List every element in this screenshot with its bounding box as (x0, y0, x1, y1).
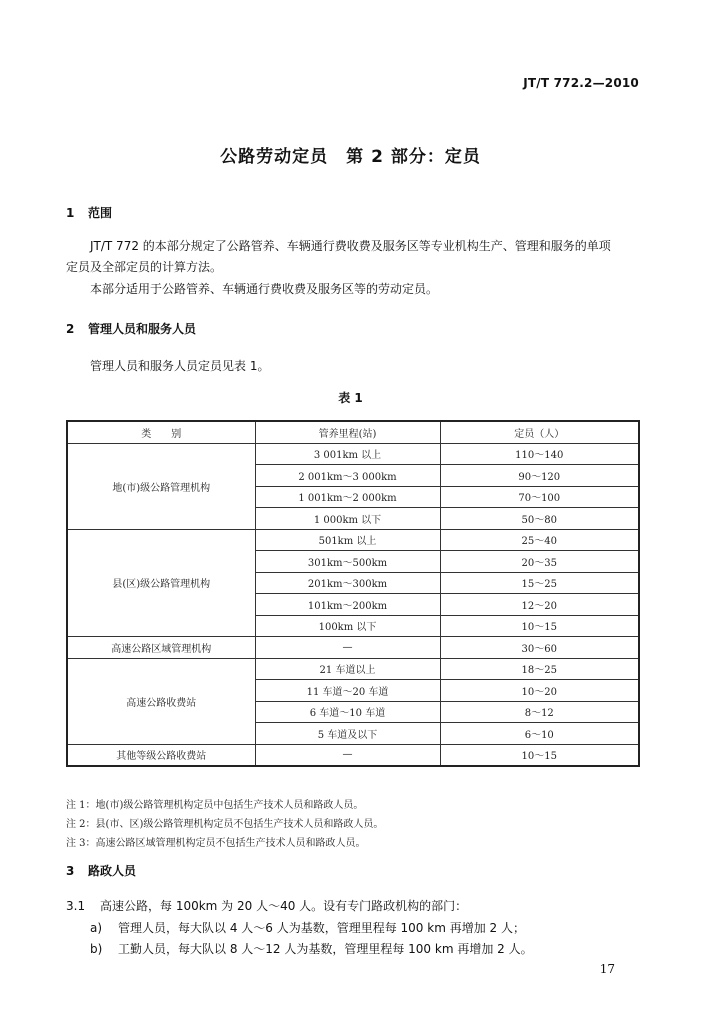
header-category: 类 别 (67, 421, 255, 443)
quota-cell: 90～120 (440, 465, 639, 487)
mileage-cell: 11 车道～20 车道 (255, 680, 440, 702)
list-item-text: 工勤人员，每大队以 8 人～12 人为基数，管理里程每 100 km 再增加 2 人。 (118, 942, 533, 956)
table-row (67, 529, 639, 551)
table-row (67, 658, 639, 680)
quota-cell: 6～10 (440, 723, 639, 745)
quota-cell: 50～80 (440, 508, 639, 530)
list-item-label: a) (90, 921, 103, 935)
table-row (67, 637, 639, 659)
quota-cell: 30～60 (440, 637, 639, 659)
list-item (90, 940, 533, 957)
section-1-para-1a: JT/T 772 的本部分规定了公路管养、车辆通行费收费及服务区等专业机构生产、管理和服务的单项 (90, 239, 611, 253)
clause-3-1-number: 3.1 (66, 899, 86, 913)
mileage-cell: 6 车道～10 车道 (255, 701, 440, 723)
clause-3-1-text: 高速公路，每 100km 为 20 人～40 人。设有专门路政机构的部门： (100, 899, 468, 913)
mileage-cell: 301km～500km (255, 551, 440, 573)
quota-cell: 110～140 (440, 443, 639, 465)
table-row (67, 443, 639, 465)
table-header-row (67, 421, 639, 443)
table-row (67, 744, 639, 766)
mileage-cell: 100km 以下 (255, 615, 440, 637)
table-note-2: 注 2：县(市、区)级公路管理机构定员不包括生产技术人员和路政人员。 (66, 819, 384, 830)
mileage-cell: 101km～200km (255, 594, 440, 616)
section-2-heading (66, 320, 196, 337)
standard-number: JT/T 772.2—2010 (523, 76, 639, 90)
category-cell: 县(区)级公路管理机构 (67, 529, 255, 637)
mileage-cell: — (255, 637, 440, 659)
quota-cell: 25～40 (440, 529, 639, 551)
category-cell: 其他等级公路收费站 (67, 744, 255, 766)
quota-cell: 10～15 (440, 744, 639, 766)
table-note-3: 注 3：高速公路区域管理机构定员不包括生产技术人员和路政人员。 (66, 838, 366, 849)
header-quota: 定员（人） (440, 421, 639, 443)
quota-cell: 15～25 (440, 572, 639, 594)
category-cell: 高速公路收费站 (67, 658, 255, 744)
section-2-number: 2 (66, 322, 75, 336)
table-note-1: 注 1：地(市)级公路管理机构定员中包括生产技术人员和路政人员。 (66, 800, 364, 811)
quota-cell: 18～25 (440, 658, 639, 680)
quota-cell: 10～20 (440, 680, 639, 702)
quota-cell: 10～15 (440, 615, 639, 637)
section-1-title: 范围 (88, 206, 113, 220)
clause-3-1 (66, 897, 467, 914)
section-2-title: 管理人员和服务人员 (88, 322, 197, 336)
section-1-para-2: 本部分适用于公路管养、车辆通行费收费及服务区等的劳动定员。 (90, 282, 439, 296)
section-1-number: 1 (66, 206, 75, 220)
mileage-cell: — (255, 744, 440, 766)
section-3-heading (66, 862, 136, 879)
section-3-number: 3 (66, 864, 75, 878)
mileage-cell: 1 001km～2 000km (255, 486, 440, 508)
mileage-cell: 501km 以上 (255, 529, 440, 551)
quota-cell: 70～100 (440, 486, 639, 508)
section-3-title: 路政人员 (88, 864, 137, 878)
page-number: 17 (599, 962, 615, 976)
quota-cell: 20～35 (440, 551, 639, 573)
staffing-table (66, 420, 640, 767)
header-mileage: 管养里程(站) (255, 421, 440, 443)
table-caption: 表 1 (338, 391, 363, 405)
page-title: 公路劳动定员 第 2 部分：定员 (220, 147, 481, 167)
section-1-heading (66, 204, 112, 221)
section-2-intro: 管理人员和服务人员定员见表 1。 (90, 359, 270, 373)
quota-cell: 12～20 (440, 594, 639, 616)
category-cell: 高速公路区域管理机构 (67, 637, 255, 659)
list-item-text: 管理人员，每大队以 4 人～6 人为基数，管理里程每 100 km 再增加 2 人； (118, 921, 525, 935)
section-1-para-1b: 定员及全部定员的计算方法。 (66, 260, 223, 274)
mileage-cell: 2 001km～3 000km (255, 465, 440, 487)
mileage-cell: 5 车道及以下 (255, 723, 440, 745)
list-item-label: b) (90, 942, 103, 956)
category-cell: 地(市)级公路管理机构 (67, 443, 255, 529)
mileage-cell: 1 000km 以下 (255, 508, 440, 530)
mileage-cell: 201km～300km (255, 572, 440, 594)
list-item (90, 919, 525, 936)
quota-cell: 8～12 (440, 701, 639, 723)
mileage-cell: 3 001km 以上 (255, 443, 440, 465)
mileage-cell: 21 车道以上 (255, 658, 440, 680)
